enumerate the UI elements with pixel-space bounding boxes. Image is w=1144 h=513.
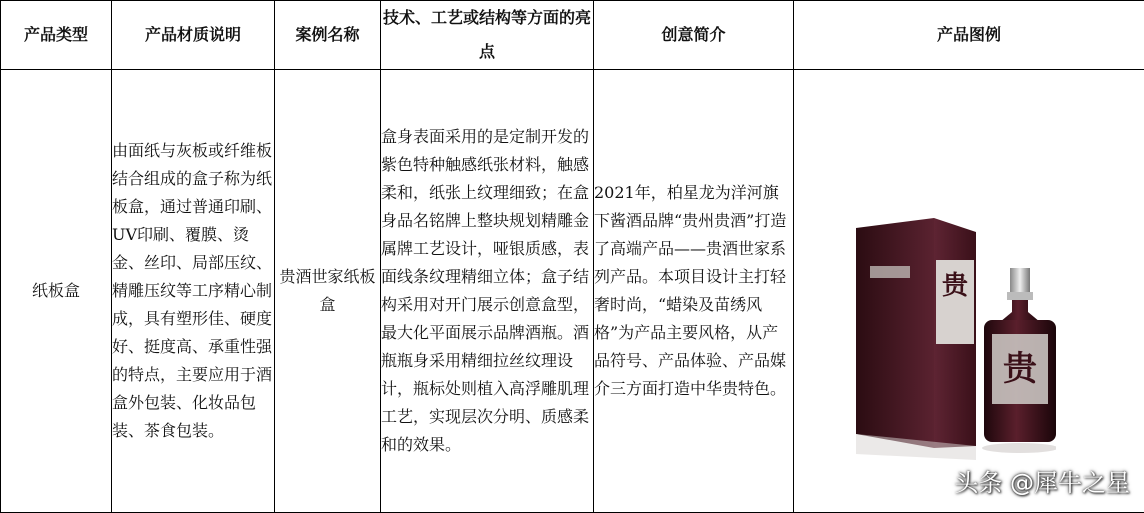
header-creative: 创意简介	[594, 1, 794, 70]
bottle-shadow	[982, 443, 1056, 453]
header-case-name: 案例名称	[275, 1, 381, 70]
header-image: 产品图例	[794, 1, 1144, 70]
watermark: 头条 @犀牛之星	[954, 469, 1130, 497]
cell-case-name: 贵酒世家纸板盒	[275, 70, 381, 513]
cell-material: 由面纸与灰板或纤维板结合组成的盒子称为纸板盒，通过普通印刷、UV印刷、覆膜、烫金、丝印、局部压纹、精雕压纹等工序精心制成，具有塑形佳、硬度好、挺度高、承重性强的特点，主要应用于酒盒外包装、化妆品包装、茶食包装。	[112, 70, 275, 513]
header-material: 产品材质说明	[112, 1, 275, 70]
box-label	[870, 266, 910, 278]
product-illustration	[814, 208, 1056, 462]
cell-creative: 2021年，柏星龙为洋河旗下酱酒品牌“贵州贵酒”打造了高端产品——贵酒世家系列产品。本项目设计主打轻奢时尚，“蜡染及苗绣风格”为产品主要风格，从产品符号、产品体验、产品媒介三方面打造中华贵特色。	[594, 70, 794, 513]
cell-product-image	[794, 70, 1144, 513]
cell-highlights: 盒身表面采用的是定制开发的紫色特种触感纸张材料，触感柔和，纸张上纹理细致；在盒身品名铭牌上整块规划精雕金属牌工艺设计，哑银质感，表面线条纹理精细立体；盒子结构采用对开门展示创意盒型，最大化平面展示品牌酒瓶。酒瓶瓶身采用精细拉丝纹理设计，瓶标处则植入高浮雕肌理工艺，实现层次分明、质感柔和的效果。	[381, 70, 594, 513]
table-row	[1, 70, 1144, 513]
bottle-shoulder	[1000, 300, 1040, 322]
header-highlights: 技术、工艺或结构等方面的亮点	[381, 1, 594, 70]
header-product-type: 产品类型	[1, 1, 112, 70]
bottle-cap	[1010, 268, 1030, 294]
box-side	[856, 218, 934, 448]
bottle-collar	[1007, 292, 1033, 300]
bottle-logo-glyph: 贵	[1003, 349, 1037, 389]
cell-product-type: 纸板盒	[1, 70, 112, 513]
nameplate-logo-glyph: 贵	[941, 271, 969, 301]
header-row	[1, 1, 1144, 70]
